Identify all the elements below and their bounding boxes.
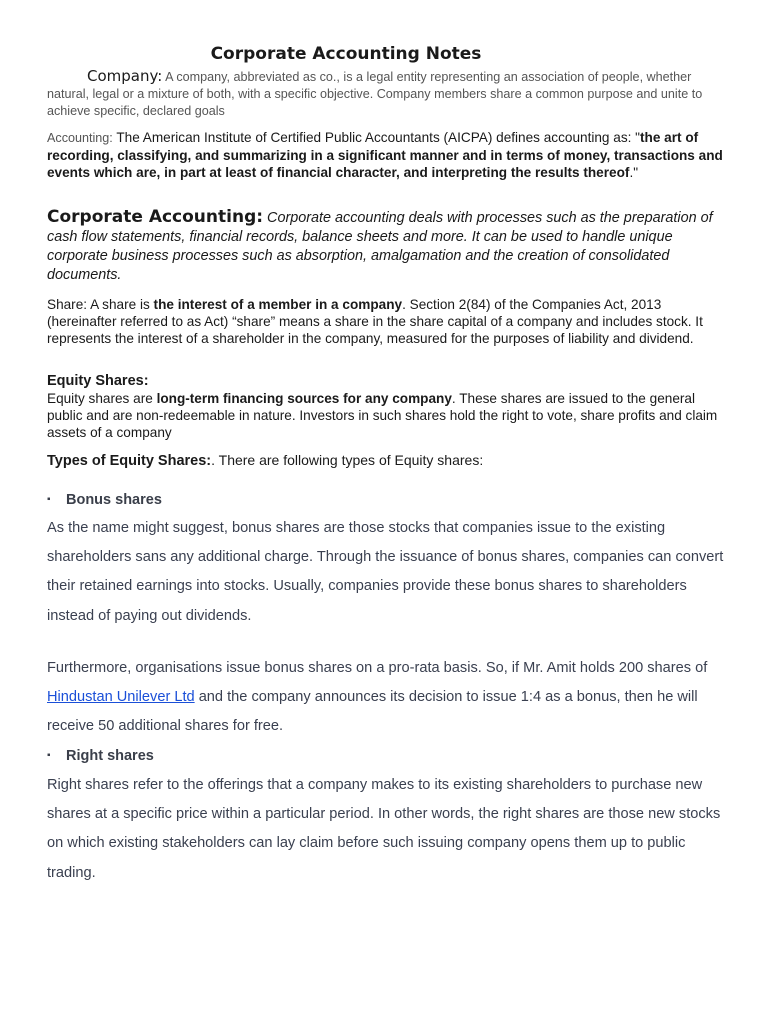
accounting-text-before: The American Institute of Certified Public Accountants (AICPA) defines accounting as: ": [116, 130, 641, 145]
equity-text-after: . These shares are issued to the general public and are non-redeemable in nature. Investors in such shares hold the right to vote, share profits and claim assets of a company: [47, 391, 718, 440]
accounting-definition: the art of recording, classifying, and summarizing in a significant manner and in terms of money, transactions and events which are, in part at least of financial character, and interpreting the results thereof: [47, 130, 723, 180]
bullet-square-icon: ▪: [47, 494, 51, 505]
accounting-paragraph: [47, 129, 727, 181]
bonus-p2-before: Furthermore, organisations issue bonus shares on a pro-rata basis. So, if Mr. Amit holds 200 shares of: [47, 660, 708, 676]
types-heading: Types of Equity Shares:: [47, 453, 212, 469]
company-paragraph: [47, 68, 727, 120]
bonus-paragraph-2: [47, 654, 737, 742]
equity-definition: long-term financing sources for any company: [156, 391, 452, 406]
accounting-text-after: .": [629, 165, 639, 180]
bonus-p2-after: and the company announces its decision to issue 1:4 as a bonus, then he will receive 50 additional shares for free.: [47, 689, 698, 735]
bonus-paragraph-1: As the name might suggest, bonus shares are those stocks that companies issue to the existing shareholders sans any additional charge. Through the issuance of bonus shares, companies can convert their retained earnings into stocks. Usually, companies provide these bonus shares to shareholders instead of paying out dividends.: [47, 520, 724, 624]
page-title: Corporate Accounting Notes: [210, 44, 482, 64]
share-paragraph: [47, 296, 727, 347]
right-shares-heading: [47, 747, 154, 765]
corporate-accounting-heading: Corporate Accounting:: [47, 207, 264, 227]
equity-shares-section: [47, 373, 727, 441]
bullet-square-icon: ▪: [47, 750, 51, 761]
share-definition: the interest of a member in a company: [153, 297, 403, 312]
types-paragraph: [47, 451, 727, 470]
right-shares-paragraph: Right shares refer to the offerings that a company makes to its existing shareholders to purchase new shares at a specific price within a particular period. In other words, the right shares are those new stocks on which existing stakeholders can lay claim before such issuing company opens them up to public trading.: [47, 777, 721, 881]
company-text: A company, abbreviated as co., is a legal entity representing an association of people, whether natural, legal or a mixture of both, with a specific objective. Company members share a common purpose and unite to achieve specific, declared goals: [47, 70, 703, 118]
bonus-shares-heading: [47, 491, 162, 509]
share-text-after: . Section 2(84) of the Companies Act, 2013 (hereinafter referred to as Act) “share” means a share in the share capital of a company and includes stock. It represents the interest of a shareholder in the company, measured for the purposes of liability and dividend.: [47, 297, 703, 346]
equity-shares-text: [47, 390, 727, 441]
corporate-accounting-text: Corporate accounting deals with processes such as the preparation of cash flow statements, financial records, balance sheets and more. It can be used to handle unique corporate business processes such as absorption, amalgamation and the creation of consolidated documents.: [47, 210, 713, 283]
corporate-accounting-paragraph: [47, 208, 727, 285]
right-shares-label: Right shares: [66, 748, 154, 764]
hindustan-unilever-link[interactable]: Hindustan Unilever Ltd: [47, 689, 195, 706]
share-text-before: Share: A share is: [47, 297, 154, 312]
equity-text-before: Equity shares are: [47, 391, 157, 406]
company-label: Company:: [87, 67, 163, 85]
accounting-label: Accounting:: [47, 131, 113, 145]
types-text: . There are following types of Equity shares:: [211, 452, 484, 468]
equity-shares-heading: Equity Shares:: [47, 373, 149, 389]
bonus-shares-label: Bonus shares: [66, 492, 162, 508]
